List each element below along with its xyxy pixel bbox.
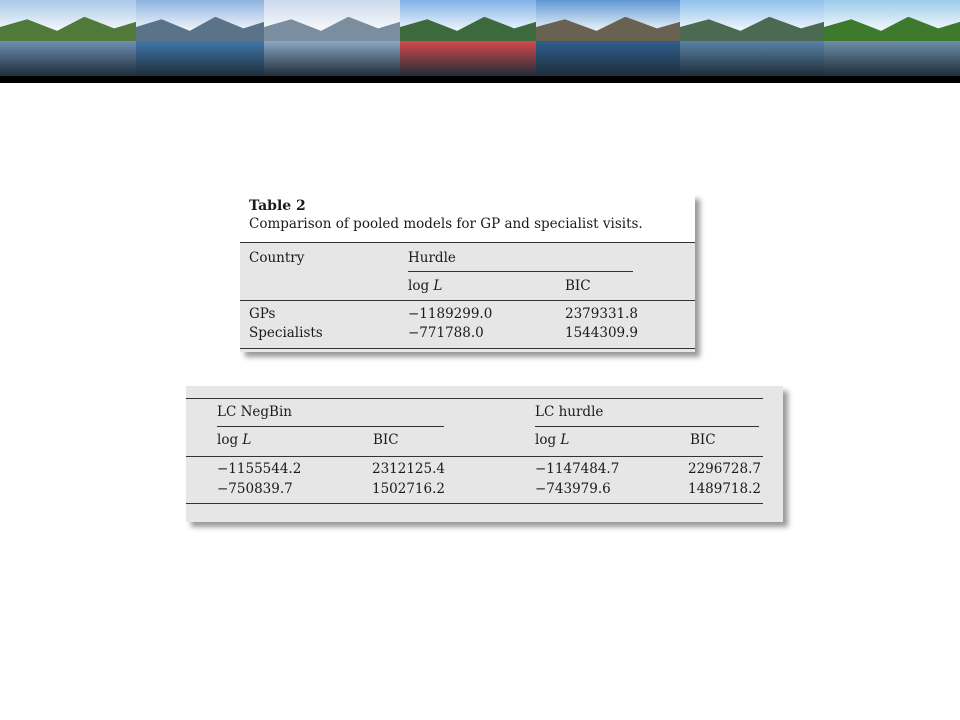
header-country: Country (249, 250, 305, 266)
bottom-rule (240, 348, 695, 349)
header-lc-negbin: LC NegBin (217, 404, 292, 420)
subheader-bic: BIC (373, 432, 399, 448)
banner-photo (536, 0, 680, 76)
subheader-logl: log L (535, 432, 570, 448)
subheader-logl: log L (217, 432, 252, 448)
row-hurdle-bic: 1489718.2 (687, 481, 761, 497)
mid-rule (240, 300, 695, 301)
table-caption: Comparison of pooled models for GP and specialist visits. (249, 216, 643, 232)
table-label: Table 2 (249, 198, 306, 214)
row-negbin-bic: 1502716.2 (371, 481, 445, 497)
row-hurdle-logl: −1147484.7 (535, 461, 620, 477)
header-lc-hurdle: LC hurdle (535, 404, 604, 420)
row-hurdle-bic: 2296728.7 (687, 461, 761, 477)
subheader-bic: BIC (565, 278, 591, 294)
row-country: GPs (249, 306, 276, 322)
banner-photo (264, 0, 400, 76)
row-negbin-logl: −750839.7 (217, 481, 293, 497)
negbin-rule (217, 426, 444, 427)
subheader-bic: BIC (690, 432, 716, 448)
mid-rule (186, 456, 763, 457)
table-2-image (240, 194, 695, 352)
row-bic: 1544309.9 (565, 325, 639, 341)
hurdle-rule (408, 271, 633, 272)
row-hurdle-logl: −743979.6 (535, 481, 611, 497)
row-country: Specialists (249, 325, 323, 341)
row-logl: −771788.0 (408, 325, 484, 341)
banner-photo (824, 0, 960, 76)
banner-photo (136, 0, 264, 76)
row-negbin-bic: 2312125.4 (371, 461, 445, 477)
row-logl: −1189299.0 (408, 306, 493, 322)
top-rule (240, 242, 695, 243)
banner-photo (0, 0, 136, 76)
banner-photo (400, 0, 536, 76)
row-negbin-logl: −1155544.2 (217, 461, 302, 477)
subheader-logl: log L (408, 278, 443, 294)
table-caption-box (240, 194, 695, 242)
banner-photo-strip (0, 0, 960, 76)
top-rule (186, 398, 763, 399)
banner-divider-bar (0, 76, 960, 83)
banner-photo (680, 0, 824, 76)
header-hurdle: Hurdle (408, 250, 456, 266)
table-continuation-image (186, 386, 783, 522)
bottom-rule (186, 503, 763, 504)
row-bic: 2379331.8 (565, 306, 639, 322)
hurdle-rule (535, 426, 759, 427)
